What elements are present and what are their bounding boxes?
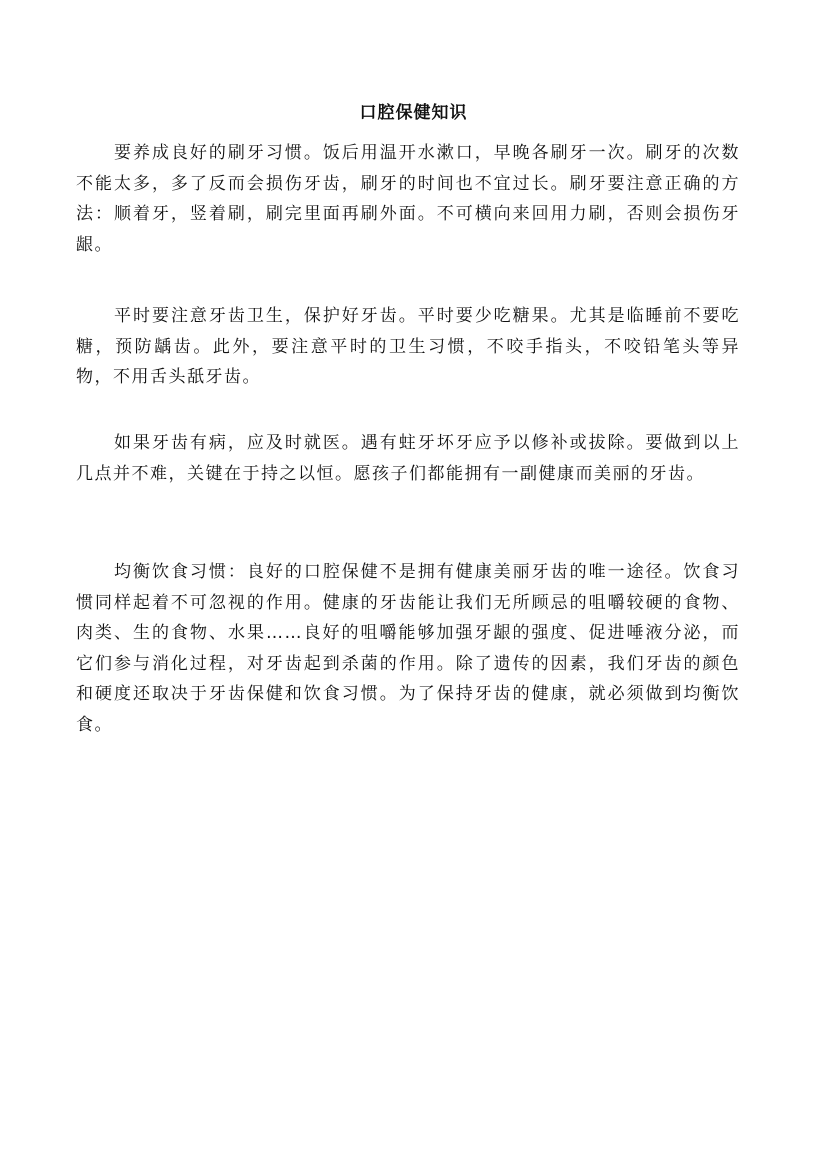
document-title: 口腔保健知识 — [359, 103, 468, 123]
paragraph-balanced-diet: 均衡饮食习惯：良好的口腔保健不是拥有健康美丽牙齿的唯一途径。饮食习惯同样起着不可忽视的作用。健康的牙齿能让我们无所顾忌的咀嚼较硬的食物、肉类、生的食物、水果……良好的咀嚼能够加强牙龈的强度、促进唾液分泌，而它们参与消化过程，对牙齿起到杀菌的作用。除了遗传的因素，我们牙齿的颜色和硬度还取决于牙齿保健和饮食习惯。为了保持牙齿的健康，就必须做到均衡饮食。 — [76, 562, 740, 735]
paragraph-seek-treatment: 如果牙齿有病，应及时就医。遇有蛀牙坏牙应予以修补或拔除。要做到以上几点并不难，关键在于持之以恒。愿孩子们都能拥有一副健康而美丽的牙齿。 — [76, 433, 740, 484]
paragraph-dental-hygiene: 平时要注意牙齿卫生，保护好牙齿。平时要少吃糖果。尤其是临睡前不要吃糖，预防龋齿。此外，要注意平时的卫生习惯，不咬手指头，不咬铅笔头等异物，不用舌头舐牙齿。 — [76, 306, 740, 387]
paragraph-brushing-habits: 要养成良好的刷牙习惯。饭后用温开水漱口，早晚各刷牙一次。刷牙的次数不能太多，多了反而会损伤牙齿，刷牙的时间也不宜过长。刷牙要注意正确的方法：顺着牙，竖着刷，刷完里面再刷外面。不可横向来回用力刷，否则会损伤牙龈。 — [76, 143, 740, 255]
